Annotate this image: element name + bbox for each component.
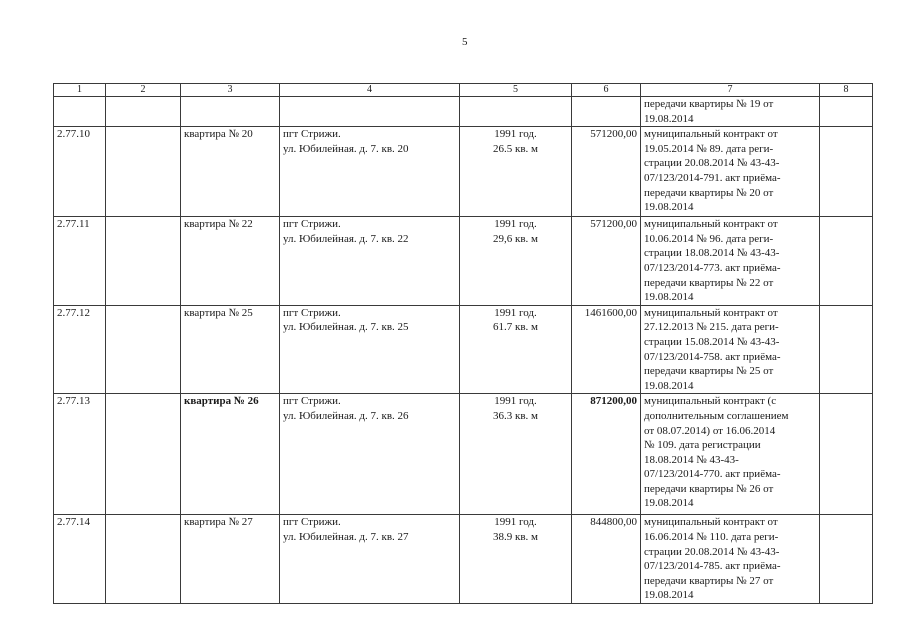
basis-document-line: 07/123/2014-785. акт приёма- [644,560,781,573]
address-line: пгт Стрижи. [283,218,341,231]
address-line: ул. Юбилейная. д. 7. кв. 22 [283,232,409,245]
column-2-cell [106,515,181,604]
basis-document-cell [641,394,820,515]
basis-document-line: передачи квартиры № 19 от [644,98,774,110]
basis-document-line: № 109. дата регистрации [644,439,761,452]
basis-document-line: страции 20.08.2014 № 43-43- [644,157,780,170]
basis-document-line: страции 20.08.2014 № 43-43- [644,545,780,558]
table-row [54,394,873,515]
basis-document-line: дополнительным соглашением [644,409,789,422]
address-line: пгт Стрижи. [283,516,341,529]
value-cell: 571200,00 [572,127,641,217]
address-cell [280,217,460,306]
table-row [54,217,873,306]
value-cell: 871200,00 [572,394,641,515]
value-cell: 844800,00 [572,515,641,604]
table-row [54,127,873,217]
area: 61.7 кв. м [493,321,538,334]
basis-document-line: 19.08.2014 [644,291,694,304]
column-8-cell [820,394,873,515]
basis-document-line: муниципальный контракт от [644,218,778,231]
basis-document-line: 19.08.2014 [644,201,694,214]
address-cell [280,127,460,217]
column-2-cell [106,127,181,217]
basis-document-line: муниципальный контракт от [644,516,778,529]
address-cell [280,394,460,515]
basis-document-line: 18.08.2014 № 43-43- [644,453,739,466]
column-2-cell [106,305,181,394]
property-name: квартира № 25 [181,305,280,394]
area: 26.5 кв. м [493,142,538,155]
basis-document-line: 07/123/2014-791. акт приёма- [644,171,781,184]
column-8-cell [820,305,873,394]
basis-document-cell [641,305,820,394]
property-name: квартира № 20 [181,127,280,217]
address-line: ул. Юбилейная. д. 7. кв. 26 [283,409,409,422]
basis-document-line: 07/123/2014-773. акт приёма- [644,261,781,274]
basis-document-line: 07/123/2014-770. акт приёма- [644,468,781,481]
address-line: ул. Юбилейная. д. 7. кв. 20 [283,142,409,155]
table-row [54,305,873,394]
basis-document-line: 19.08.2014 [644,497,694,510]
column-header-1: 1 [54,84,106,97]
column-header-8: 8 [820,84,873,97]
value-cell: 1461600,00 [572,305,641,394]
build-year: 1991 год. [494,306,537,319]
column-header-4: 4 [280,84,460,97]
property-name: квартира № 26 [181,394,280,515]
address-line: ул. Юбилейная. д. 7. кв. 25 [283,321,409,334]
property-name: квартира № 22 [181,217,280,306]
basis-document-line: страции 15.08.2014 № 43-43- [644,335,780,348]
column-8-cell [820,127,873,217]
basis-document-line: передачи квартиры № 22 от [644,276,774,289]
basis-document-line: муниципальный контракт от [644,306,778,319]
address-line: пгт Стрижи. [283,128,341,141]
item-number: 2.77.13 [54,394,106,515]
basis-document-line: страции 18.08.2014 № 43-43- [644,247,780,260]
basis-document-line: 19.08.2014 [644,379,694,392]
build-year: 1991 год. [494,395,537,408]
property-registry-table [53,83,873,604]
basis-document-line: 19.08.2014 [644,112,694,125]
page-number: 5 [462,36,468,48]
basis-document-line: муниципальный контракт (с [644,395,777,408]
basis-document-line: передачи квартиры № 20 от [644,186,774,199]
item-number: 2.77.14 [54,515,106,604]
column-8-cell [820,515,873,604]
column-header-2: 2 [106,84,181,97]
property-name: квартира № 27 [181,515,280,604]
basis-document-line: 16.06.2014 № 110. дата реги- [644,530,779,543]
build-year: 1991 год. [494,218,537,231]
basis-document-cell [641,217,820,306]
cell-empty [820,97,873,127]
basis-document-line: 07/123/2014-758. акт приёма- [644,350,781,363]
column-number-row [54,84,873,97]
basis-document-line: муниципальный контракт от [644,128,778,141]
year-area-cell [460,217,572,306]
year-area-cell [460,515,572,604]
column-header-7: 7 [641,84,820,97]
basis-document-line: от 08.07.2014) от 16.06.2014 [644,424,776,437]
cell-empty [460,97,572,127]
basis-document-cell [641,97,820,127]
address-line: пгт Стрижи. [283,306,341,319]
basis-document-line: передачи квартиры № 25 от [644,365,774,378]
value-cell: 571200,00 [572,217,641,306]
item-number: 2.77.11 [54,217,106,306]
address-cell [280,305,460,394]
basis-document-cell [641,127,820,217]
basis-document-line: передачи квартиры № 27 от [644,574,774,587]
cell-empty [54,97,106,127]
address-cell [280,515,460,604]
year-area-cell [460,394,572,515]
basis-document-line: 10.06.2014 № 96. дата реги- [644,232,774,245]
basis-document-line: 19.05.2014 № 89. дата реги- [644,142,774,155]
cell-empty [181,97,280,127]
year-area-cell [460,305,572,394]
basis-document-line: 27.12.2013 № 215. дата реги- [644,321,779,334]
cell-empty [572,97,641,127]
table-row [54,515,873,604]
address-line: ул. Юбилейная. д. 7. кв. 27 [283,530,409,543]
item-number: 2.77.12 [54,305,106,394]
basis-document-line: передачи квартиры № 26 от [644,482,774,495]
column-8-cell [820,217,873,306]
area: 36.3 кв. м [493,409,538,422]
address-line: пгт Стрижи. [283,395,341,408]
year-area-cell [460,127,572,217]
build-year: 1991 год. [494,516,537,529]
column-header-5: 5 [460,84,572,97]
area: 38.9 кв. м [493,530,538,543]
item-number: 2.77.10 [54,127,106,217]
column-2-cell [106,217,181,306]
build-year: 1991 год. [494,128,537,141]
basis-document-line: 19.08.2014 [644,589,694,602]
column-header-3: 3 [181,84,280,97]
area: 29,6 кв. м [493,232,538,245]
cell-empty [280,97,460,127]
basis-document-cell [641,515,820,604]
cell-empty [106,97,181,127]
continuation-row [54,97,873,127]
column-header-6: 6 [572,84,641,97]
column-2-cell [106,394,181,515]
